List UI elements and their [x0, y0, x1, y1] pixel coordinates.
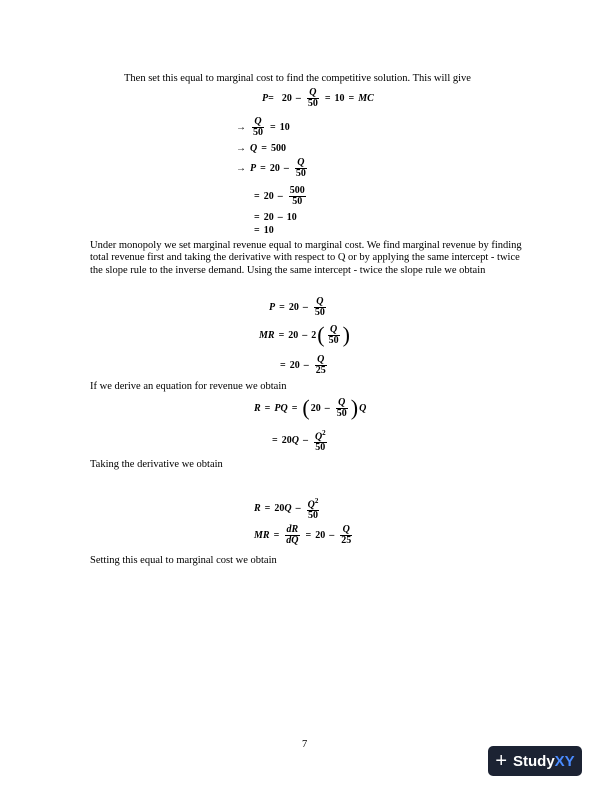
paragraph-monopoly: Under monopoly we set marginal revenue equal to marginal cost. We find marginal revenue by finding total revenue first and taking the derivative with respect to Q or by applying the same intercept - twice the slope rule to the inverse demand. Using the same intercept - twice the slope rule we obtain: [90, 240, 522, 276]
page-number: 7: [302, 739, 308, 750]
equation-competitive-price: P = 20 – $\frac{Q}{50}$ = 10 = MC: [262, 87, 374, 109]
equation-revenue-expanded: = 20 Q – $\frac{Q^2}{50}$: [272, 429, 326, 454]
plus-icon: +: [495, 750, 507, 772]
equation-step-substitute: = 20 – $\frac{500}{50}$: [254, 185, 305, 207]
equation-marginal-revenue-derivative: MR = $\frac{dR}{dQ}$ = 20 – $\frac{Q}{25}$: [254, 524, 352, 546]
equation-inverse-demand: P = 20 – $\frac{Q}{50}$: [269, 296, 325, 318]
paragraph-competitive: Then set this equal to marginal cost to find the competitive solution. This will give: [124, 73, 471, 84]
equation-step-q-over-50: → $\frac{Q}{50}$ = 10: [236, 116, 290, 138]
equation-step-result: = 10: [254, 226, 274, 235]
equation-step-q-500: → Q = 500: [236, 143, 286, 154]
equation-marginal-revenue-rule: MR = 20 – 2 ( $\frac{Q}{50}$ ): [259, 322, 350, 347]
equation-step-price: → P = 20 – $\frac{Q}{50}$: [236, 157, 306, 179]
paragraph-derivative: Taking the derivative we obtain: [90, 459, 223, 470]
equation-marginal-revenue-simplified: = 20 – $\frac{Q}{25}$: [280, 354, 326, 376]
equation-revenue: R = PQ = ( 20 – $\frac{Q}{50}$ ) Q: [254, 395, 367, 420]
paragraph-setting-equal: Setting this equal to marginal cost we obtain: [90, 555, 277, 566]
equation-revenue-restated: R = 20 Q – $\frac{Q^2}{50}$: [254, 497, 319, 522]
equation-step-subtract: = 20 – 10: [254, 212, 297, 223]
paragraph-revenue: If we derive an equation for revenue we obtain: [90, 381, 287, 392]
logo-text-accent: XY: [554, 752, 575, 770]
studyxy-logo: [488, 746, 582, 776]
logo-text-main: Study: [513, 752, 555, 770]
